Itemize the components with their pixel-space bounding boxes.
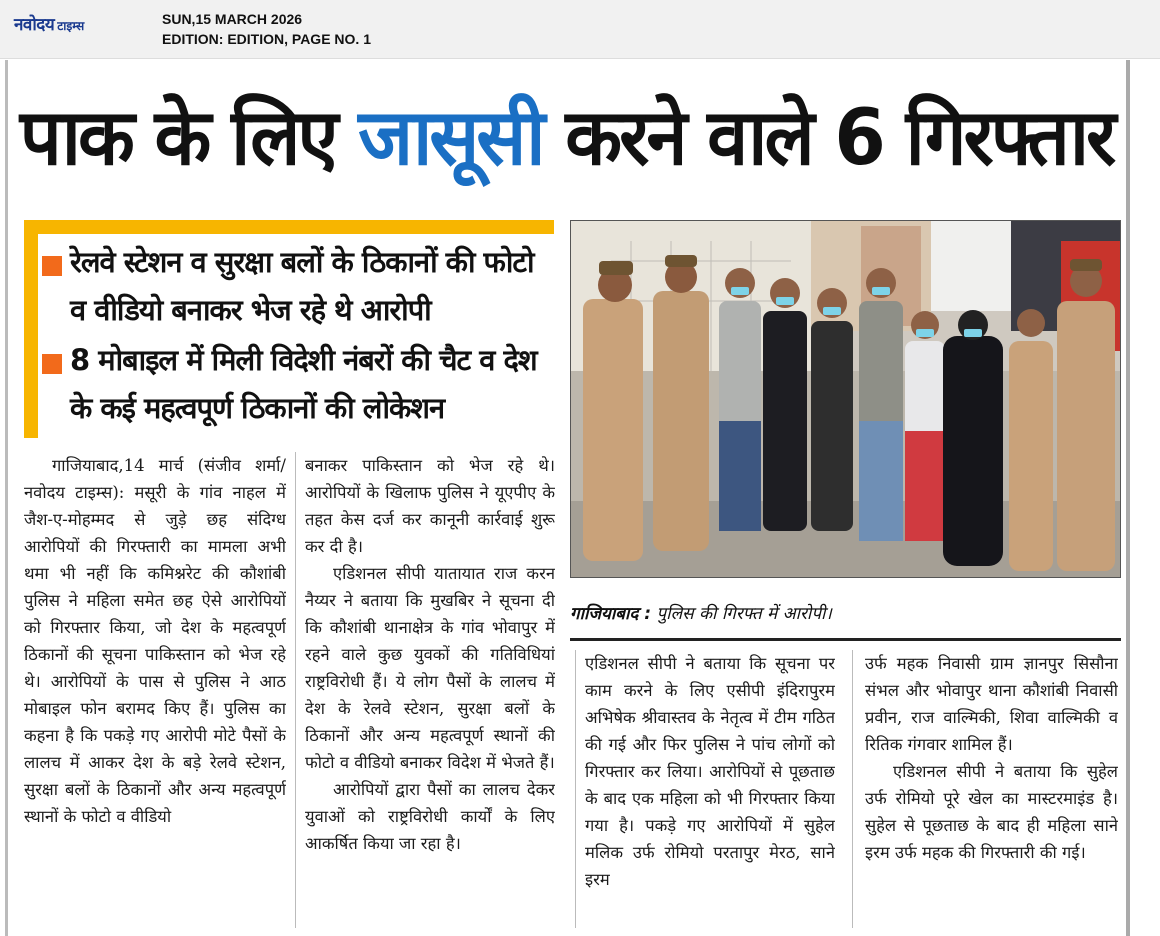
caption-text: पुलिस की गिरफ्त में आरोपी। [651,604,832,624]
headline-highlight: जासूसी [358,92,543,184]
page-right-border [1126,60,1130,936]
photo-caption [570,598,1121,630]
headline-part2: करने वाले 6 गिरफ्तार [542,92,1114,184]
paragraph: बनाकर पाकिस्तान को भेज रहे थे। आरोपियों के खिलाफ पुलिस ने यूएपीए के तहत केस दर्ज कर कानूनी कार्रवाई शुरू कर दी है। [305,456,555,556]
deck-item [42,238,554,334]
logo-sub-text: टाइम्स [57,19,85,33]
paragraph: उर्फ महक निवासी ग्राम ज्ञानपुर सिसौना संभल और भोवापुर थाना कौशांबी निवासी प्रवीन, राज वाल्मिकी, शिवा वाल्मिकी व रितिक गंगवार शामिल हैं। [865,654,1118,754]
article-column-2 [305,452,555,928]
newspaper-logo[interactable] [14,12,84,34]
orange-square-bullet-icon [42,256,62,276]
photo-illustration [571,221,1121,578]
column-divider [852,650,853,928]
deck-text-1: रेलवे स्टेशन व सुरक्षा बलों के ठिकानों की फोटो व वीडियो बनाकर भेज रहे थे आरोपी [70,245,534,327]
article-headline [14,75,1119,201]
deck-text-2: 8 मोबाइल में मिली विदेशी नंबरों की चैट व देश के कई महत्वपूर्ण ठिकानों की लोकेशन [70,343,537,425]
column-divider [295,452,296,928]
publication-date: SUN,15 MARCH 2026 [162,11,303,27]
paragraph: एडिशनल सीपी यातायात राज करन नैय्यर ने बताया कि मुखबिर ने सूचना दी कि कौशांबी थानाक्षेत्र के गांव भोवापुर में रहने वाले कुछ युवकों की गतिविधियां राष्ट्रविरोधी हैं। ये लोग पैसों के लालच में देश के रेलवे स्टेशन, सुरक्षा बलों के ठिकानों और अन्य महत्वपूर्ण स्थानों की फोटो व वीडियो बनाकर विदेश में भेजते हैं। [305,564,555,772]
edition-page: EDITION: EDITION, PAGE NO. 1 [162,31,371,47]
logo-main-text: नवोदय [14,15,55,35]
page-left-border [5,60,8,936]
caption-place: गाजियाबाद : [570,604,652,624]
article-column-4 [865,650,1118,930]
article-column-3 [585,650,835,930]
paragraph: गाजियाबाद,14 मार्च (संजीव शर्मा/नवोदय टाइम्स): मसूरी के गांव नाहल में जैश-ए-मोहम्मद से जुड़े छह संदिग्ध आरोपियों की गिरफ्तारी का मामला अभी थमा भी नहीं कि कमिश्नरेट की कौशांबी पुलिस ने महिला समेत छह ऐसे आरोपियों को गिरफ्तार किया, जो देश के महत्वपूर्ण ठिकानों की सूचना पाकिस्तान को भेज रहे थे। आरोपियों के पास से पुलिस ने आठ मोबाइल फोन बरामद किए हैं। पुलिस का कहना है कि पकड़े गए आरोपी मोटे पैसों के लालच में आकर देश के बड़े रेलवे स्टेशन, सुरक्षा बलों के ठिकानों और अन्य महत्वपूर्ण स्थानों के फोटो व वीडियो [24,456,286,826]
headline-part1: पाक के लिए [19,92,359,184]
subheadline-box [24,220,554,438]
news-photo-police-with-accused[interactable] [570,220,1121,578]
deck-item [42,336,554,432]
article-column-1 [24,452,286,928]
orange-square-bullet-icon [42,354,62,374]
paragraph: एडिशनल सीपी ने बताया कि सूचना पर काम करने के लिए एसीपी इंदिरापुरम अभिषेक श्रीवास्तव के नेतृत्व में टीम गठित की गई और फिर पुलिस ने पांच लोगों को गिरफ्तार कर लिया। आरोपियों से पूछताछ के बाद एक महिला को भी गिरफ्तार किया गया है। पकड़े गए आरोपियों में सुहेल मलिक उर्फ रोमियो परतापुर मेरठ, साने इरम [585,654,835,889]
caption-divider [570,638,1121,641]
paragraph: एडिशनल सीपी ने बताया कि सुहेल उर्फ रोमियो पूरे खेल का मास्टरमाइंड है। सुहेल से पूछताछ के बाद ही महिला साने इरम उर्फ महक की गिरफ्तारी की गई। [865,762,1118,862]
masthead-bar [0,0,1160,59]
paragraph: आरोपियों द्वारा पैसों का लालच देकर युवाओं को राष्ट्रविरोधी कार्यों के लिए आकर्षित किया जा रहा है। [305,780,555,853]
column-divider [575,650,576,928]
edition-info [162,9,371,49]
